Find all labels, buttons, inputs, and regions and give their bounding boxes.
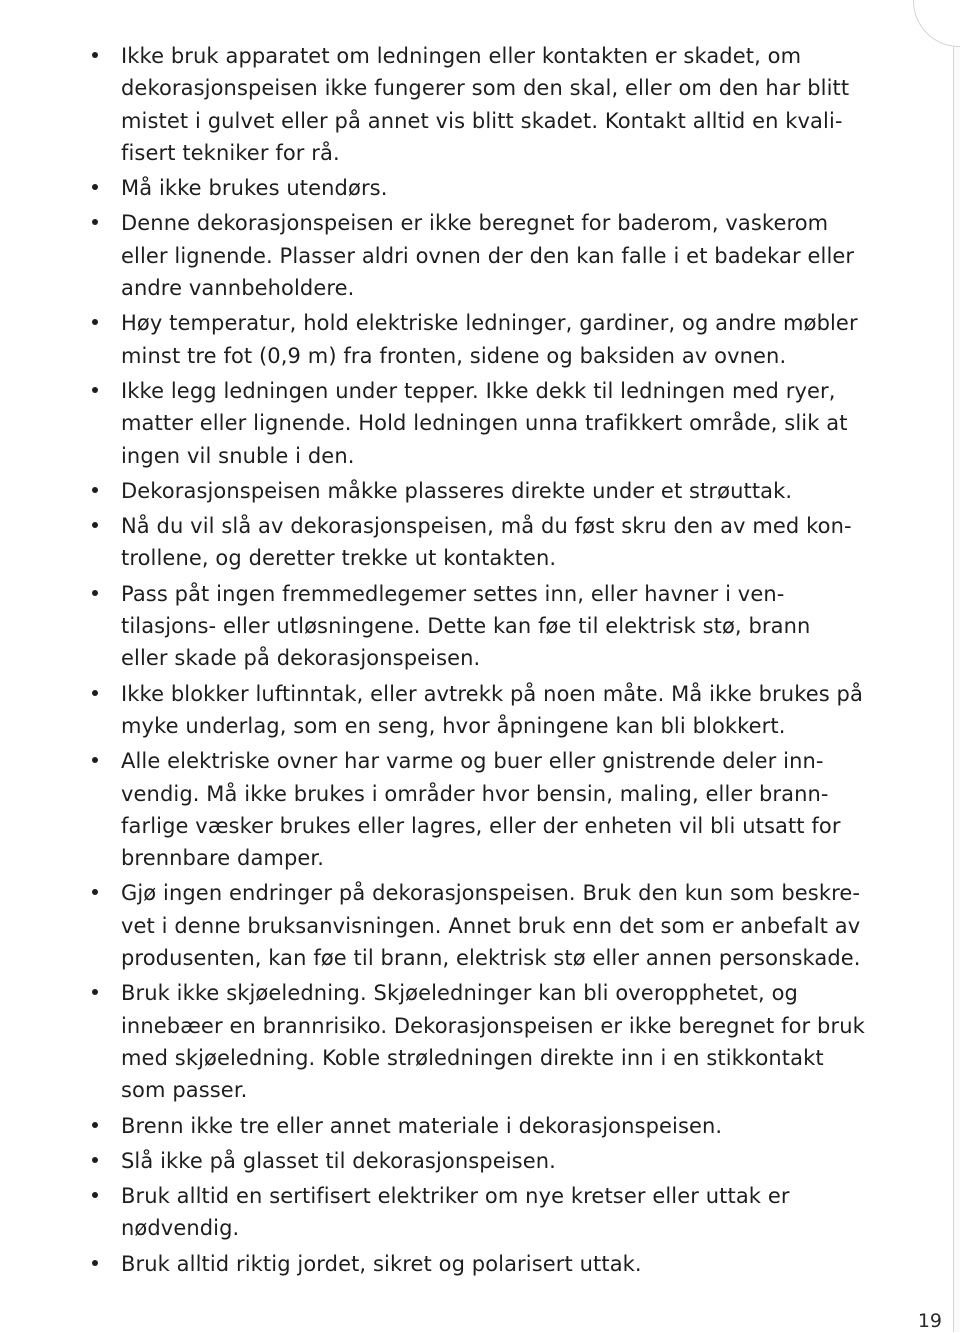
bullet-item [121,678,921,743]
bullet-dot-icon [92,757,98,763]
bullet-line: vet i denne bruksanvisningen. Annet bruk enn det som er anbefalt av [121,913,861,938]
bullet-line: Må ikke brukes utendørs. [121,176,388,201]
bullet-line: andre vannbeholdere. [121,276,355,301]
bullet-line: med skjøeledning. Koble strøledningen direkte inn i en stikkontakt [121,1045,824,1070]
bullet-dot-icon [92,1122,98,1128]
bullet-line: Slå ikke på glasset til dekorasjonspeisen. [121,1148,556,1173]
bullet-dot-icon [92,522,98,528]
bullet-line: Dekorasjonspeisen måkke plasseres direkte under et strøuttak. [121,478,793,503]
bullet-line: innebæer en brannrisiko. Dekorasjonspeisen er ikke beregnet for bruk [121,1013,865,1038]
bullet-line: Bruk alltid en sertifisert elektriker om nye kretser eller uttak er [121,1184,790,1209]
bullet-line: Ikke bruk apparatet om ledningen eller kontakten er skadet, om [121,44,802,68]
bullet-item [121,578,921,675]
bullet-line: Pass påt ingen fremmedlegemer settes inn, eller havner i ven- [121,581,785,606]
bullet-line: Ikke blokker luftinntak, eller avtrekk på noen måte. Må ikke brukes på [121,681,863,706]
bullet-line: Høy temperatur, hold elektriske ledninger, gardiner, og andre møbler [121,311,858,336]
bullet-line: Ikke legg ledningen under tepper. Ikke dekk til ledningen med ryer, [121,378,836,403]
safety-instructions-list [121,40,921,1283]
bullet-line: Denne dekorasjonspeisen er ikke beregnet for baderom, vaskerom [121,211,829,236]
bullet-item [121,745,921,874]
bullet-line: produsenten, kan føe til brann, elektrisk stø eller annen personskade. [121,946,861,971]
bullet-item [121,207,921,304]
bullet-dot-icon [92,184,98,190]
bullet-line: Bruk ikke skjøeledning. Skjøeledninger kan bli overopphetet, og [121,981,798,1006]
bullet-item [121,40,921,169]
bullet-line: tilasjons- eller utløsningene. Dette kan føe til elektrisk stø, brann [121,614,811,639]
bullet-line: mistet i gulvet eller på annet vis blitt skadet. Kontakt alltid en kvali- [121,108,843,133]
bullet-dot-icon [92,487,98,493]
bullet-line: Brenn ikke tre eller annet materiale i dekorasjonspeisen. [121,1113,723,1138]
bullet-dot-icon [92,52,98,58]
bullet-line: eller lignende. Plasser aldri ovnen der den kan falle i et badekar eller [121,243,855,268]
bullet-dot-icon [92,889,98,895]
bullet-item [121,375,921,472]
bullet-line: Nå du vil slå av dekorasjonspeisen, må du føst skru den av med kon- [121,514,852,539]
bullet-item [121,475,921,507]
bullet-line: Gjø ingen endringer på dekorasjonspeisen. Bruk den kun som beskre- [121,881,861,906]
bullet-line: nødvendig. [121,1216,240,1241]
bullet-item [121,877,921,974]
bullet-dot-icon [92,219,98,225]
bullet-line: Alle elektriske ovner har varme og buer eller gnistrende deler inn- [121,749,824,774]
bullet-dot-icon [92,1157,98,1163]
bullet-line: Bruk alltid riktig jordet, sikret og polarisert uttak. [121,1251,642,1276]
bullet-dot-icon [92,387,98,393]
bullet-line: brennbare damper. [121,846,324,871]
bullet-dot-icon [92,1192,98,1198]
bullet-line: eller skade på dekorasjonspeisen. [121,646,481,671]
page-edge [953,0,960,1332]
bullet-line: farlige væsker brukes eller lagres, eller der enheten vil bli utsatt for [121,813,841,838]
bullet-line: minst tre fot (0,9 m) fra fronten, sidene og baksiden av ovnen. [121,343,787,368]
bullet-item [121,1145,921,1177]
bullet-item [121,977,921,1106]
bullet-item [121,1110,921,1142]
bullet-line: dekorasjonspeisen ikke fungerer som den skal, eller om den har blitt [121,76,850,101]
bullet-item [121,1180,921,1245]
bullet-item [121,172,921,204]
bullet-dot-icon [92,1260,98,1266]
bullet-item [121,1248,921,1280]
bullet-line: myke underlag, som en seng, hvor åpningene kan bli blokkert. [121,713,786,738]
bullet-dot-icon [92,319,98,325]
page-number: 19 [917,1310,942,1332]
bullet-line: som passer. [121,1078,248,1103]
bullet-line: vendig. Må ikke brukes i områder hvor bensin, maling, eller brann- [121,781,829,806]
bullet-dot-icon [92,989,98,995]
bullet-item [121,510,921,575]
bullet-line: trollene, og deretter trekke ut kontakten. [121,546,557,571]
bullet-item [121,307,921,372]
bullet-line: ingen vil snuble i den. [121,443,355,468]
bullet-line: fisert tekniker for rå. [121,140,340,165]
bullet-dot-icon [92,590,98,596]
bullet-dot-icon [92,690,98,696]
bullet-line: matter eller lignende. Hold ledningen unna trafikkert område, slik at [121,411,848,436]
